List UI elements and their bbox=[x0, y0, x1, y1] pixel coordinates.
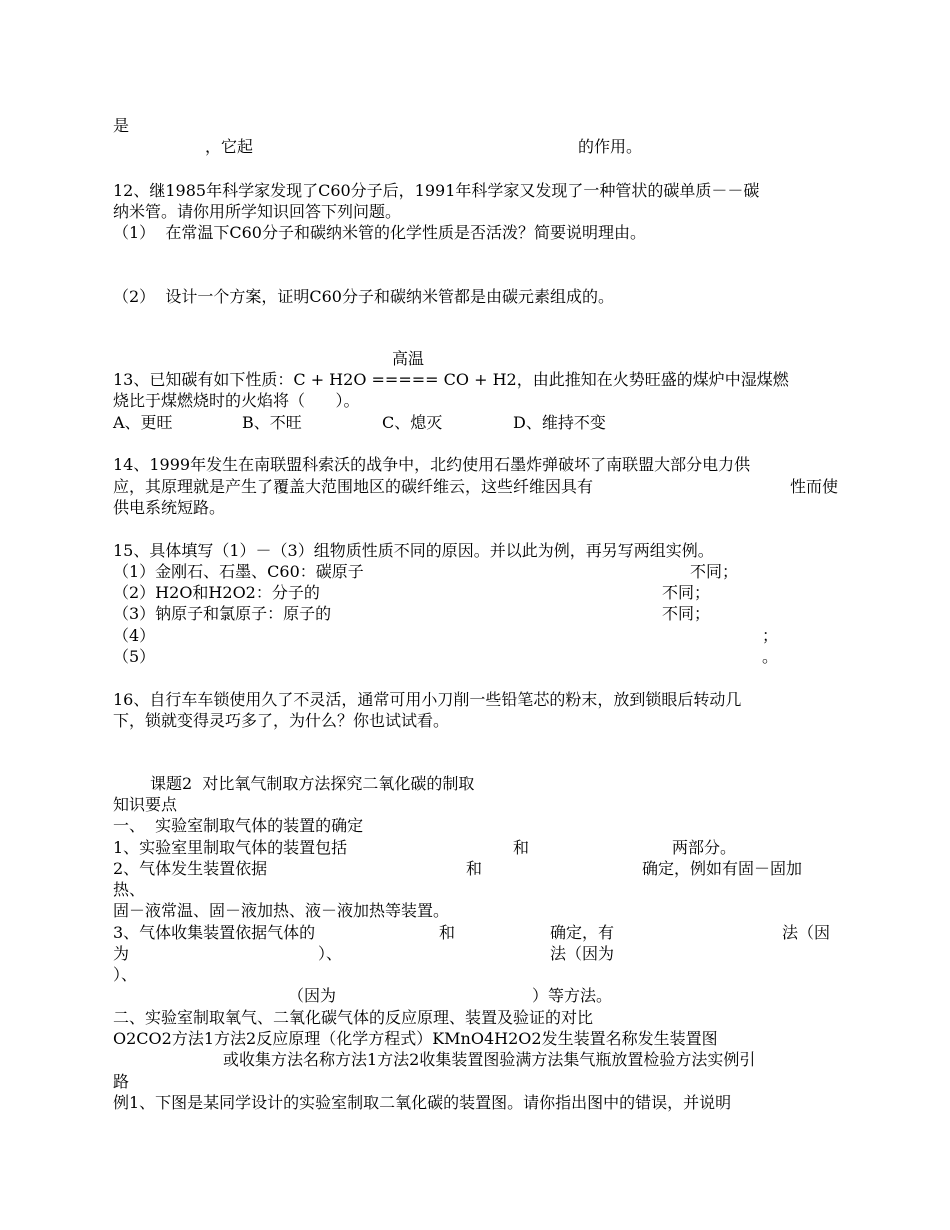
q13-line1: 13、已知碳有如下性质：C + H2O ===== CO + H2，由此推知在火势旺盛的煤炉中湿煤燃 bbox=[113, 370, 789, 389]
q12-line1: 12、继1985年科学家发现了C60分子后，1991年科学家又发现了一种管状的碳单质－－碳 bbox=[113, 181, 760, 200]
lesson2-p3-method: 法（因 bbox=[782, 923, 831, 942]
q13-option-d: D、维持不变 bbox=[513, 413, 606, 432]
lesson2-p3-and: 和 bbox=[439, 923, 456, 942]
lesson2-p3-close1: ）、 bbox=[318, 944, 343, 963]
lesson2-section1: 一、 实验室制取气体的装置的确定 bbox=[113, 816, 364, 835]
lesson2-p1-and: 和 bbox=[513, 838, 530, 857]
q15-item4-text: （4） bbox=[113, 626, 156, 645]
q15-item3-end: 不同； bbox=[662, 604, 711, 623]
q15-item3-text: （3）钠原子和氯原子：原子的 bbox=[113, 604, 332, 623]
lesson2-p3-text: 3、气体收集装置依据气体的 bbox=[113, 923, 316, 942]
q12-sub1: （1） 在常温下C60分子和碳纳米管的化学性质是否活泼？简要说明理由。 bbox=[113, 223, 646, 242]
lesson2-p3-because: 为 bbox=[113, 944, 130, 963]
lesson2-p2-devices: 固－液常温、固－液加热、液－液加热等装置。 bbox=[113, 901, 450, 920]
q14-line2b: 性而使 bbox=[790, 477, 839, 496]
lesson2-p3-method2: 法（因为 bbox=[550, 944, 615, 963]
q12-line2: 纳米管。请你用所学知识回答下列问题。 bbox=[113, 202, 402, 221]
q13-option-a: A、更旺 bbox=[113, 413, 173, 432]
lesson2-p3-end: ）等方法。 bbox=[532, 986, 613, 1005]
q13-option-b: B、不旺 bbox=[242, 413, 302, 432]
lesson2-example1: 例1、下图是某同学设计的实验室制取二氧化碳的装置图。请你指出图中的错误，并说明 bbox=[113, 1093, 732, 1112]
q15-line1: 15、具体填写（1）－（3）组物质性质不同的原因。并以此为例，再另写两组实例。 bbox=[113, 541, 714, 560]
lesson2-p3-confirm: 确定，有 bbox=[550, 923, 615, 942]
lesson2-p2-text: 2、气体发生装置依据 bbox=[113, 859, 268, 878]
q15-item2-text: （2）H2O和H2O2：分子的 bbox=[113, 583, 320, 602]
lesson2-p3-because2: （因为 bbox=[288, 986, 337, 1005]
q15-item1-end: 不同； bbox=[690, 562, 739, 581]
q15-item5-end: 。 bbox=[762, 647, 779, 666]
q14-line1: 14、1999年发生在南联盟科索沃的战争中，北约使用石墨炸弹破坏了南联盟大部分电力供 bbox=[113, 455, 751, 474]
lesson2-p2-heat: 热、 bbox=[113, 880, 146, 899]
q15-item5-text: （5） bbox=[113, 647, 156, 666]
lesson2-section2: 二、实验室制取氧气、二氧化碳气体的反应原理、装置及验证的对比 bbox=[113, 1008, 594, 1027]
lesson2-p3-close2: ）、 bbox=[113, 965, 138, 984]
q11-shi: 是 bbox=[113, 116, 130, 135]
q14-line2a: 应，其原理就是产生了覆盖大范围地区的碳纤维云，这些纤维因具有 bbox=[113, 477, 594, 496]
lesson2-title: 课题2 对比氧气制取方法探究二氧化碳的制取 bbox=[150, 774, 475, 793]
q13-line2: 烧比于煤燃烧时的火焰将（ ）。 bbox=[113, 391, 360, 410]
lesson2-p1-end: 两部分。 bbox=[672, 838, 737, 857]
q13-option-c: C、熄灭 bbox=[382, 413, 443, 432]
q11-de-zuoyong: 的作用。 bbox=[578, 137, 643, 156]
q12-sub2: （2） 设计一个方案，证明C60分子和碳纳米管都是由碳元素组成的。 bbox=[113, 287, 614, 306]
q15-item1-text: （1）金刚石、石墨、C60：碳原子 bbox=[113, 562, 364, 581]
q13-condition: 高温 bbox=[392, 349, 425, 368]
q16-line1: 16、自行车车锁使用久了不灵活，通常可用小刀削一些铅笔芯的粉末，放到锁眼后转动几 bbox=[113, 690, 742, 709]
lesson2-table-row3: 路 bbox=[113, 1072, 130, 1091]
lesson2-table-row2: 或收集方法名称方法1方法2收集装置图验满方法集气瓶放置检验方法实例引 bbox=[223, 1050, 756, 1069]
q11-ta-qi: ，它起 bbox=[205, 137, 254, 156]
lesson2-p1-text: 1、实验室里制取气体的装置包括 bbox=[113, 838, 348, 857]
lesson2-p2-confirm: 确定，例如有固－固加 bbox=[642, 859, 803, 878]
q15-item4-end: ； bbox=[762, 626, 779, 645]
q16-line2: 下，锁就变得灵巧多了，为什么？你也试试看。 bbox=[113, 711, 450, 730]
lesson2-points: 知识要点 bbox=[113, 795, 178, 814]
lesson2-p2-and: 和 bbox=[466, 859, 483, 878]
q15-item2-end: 不同； bbox=[662, 583, 711, 602]
q14-line3: 供电系统短路。 bbox=[113, 498, 226, 517]
lesson2-table-row1: O2CO2方法1方法2反应原理（化学方程式）KMnO4H2O2发生装置名称发生装置图 bbox=[113, 1029, 718, 1048]
